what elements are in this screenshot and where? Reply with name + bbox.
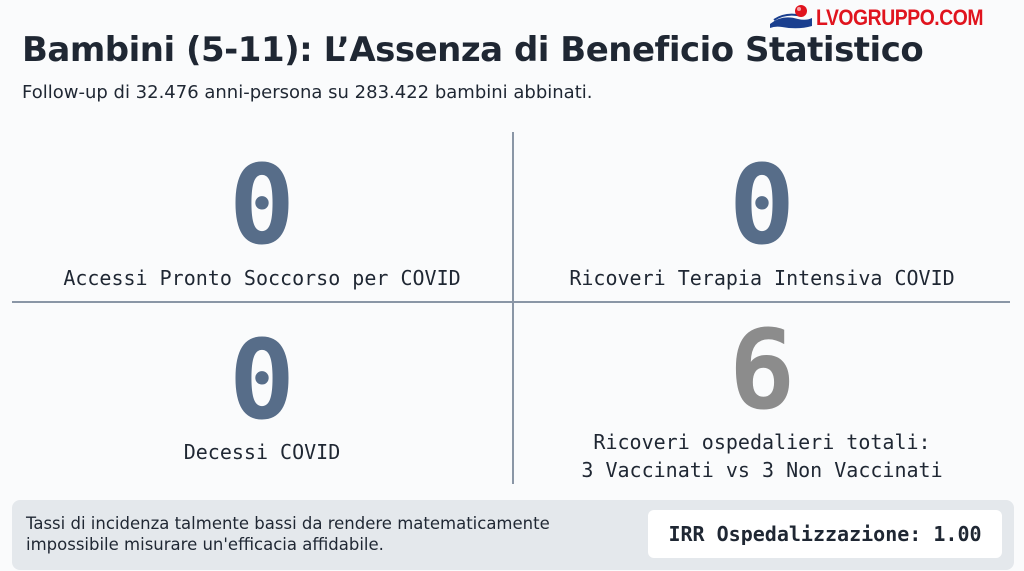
stat-value: 0: [228, 316, 296, 444]
stat-label-line-1: Ricoveri ospedalieri totali:: [593, 430, 931, 454]
stat-label: Accessi Pronto Soccorso per COVID: [63, 266, 461, 290]
footer-note: [26, 513, 550, 555]
brand-logo[interactable]: [768, 3, 1006, 33]
footer-note-line-2: impossibile misurare un'efficacia affidabile.: [26, 535, 384, 554]
stat-label-line-2: 3 Vaccinati vs 3 Non Vaccinati: [581, 458, 943, 482]
page-title: Bambini (5-11): L’Assenza di Beneficio Statistico: [22, 30, 924, 70]
stat-cell-er-visits: [12, 141, 512, 292]
stat-cell-icu: [512, 141, 1012, 292]
stat-label: Decessi COVID: [183, 440, 341, 464]
stat-value: 0: [228, 141, 296, 269]
footer-note-line-1: Tassi di incidenza talmente bassi da rendere matematicamente: [26, 514, 550, 533]
logo-text: LVOGRUPPO.COM: [816, 5, 984, 30]
stat-cell-deaths: [12, 316, 512, 466]
irr-badge: IRR Ospedalizzazione: 1.00: [648, 510, 1002, 558]
stat-value: 0: [728, 141, 796, 269]
page-subtitle: Follow-up di 32.476 anni-persona su 283.422 bambini abbinati.: [22, 82, 593, 103]
stat-value: 6: [728, 306, 796, 434]
stat-label: Ricoveri Terapia Intensiva COVID: [569, 266, 955, 290]
grid-horizontal-divider: [12, 301, 1010, 303]
footer-note-box: [12, 500, 1014, 570]
stat-cell-hospitalizations: [512, 306, 1012, 484]
lvogruppo-logo-icon: [768, 4, 814, 32]
